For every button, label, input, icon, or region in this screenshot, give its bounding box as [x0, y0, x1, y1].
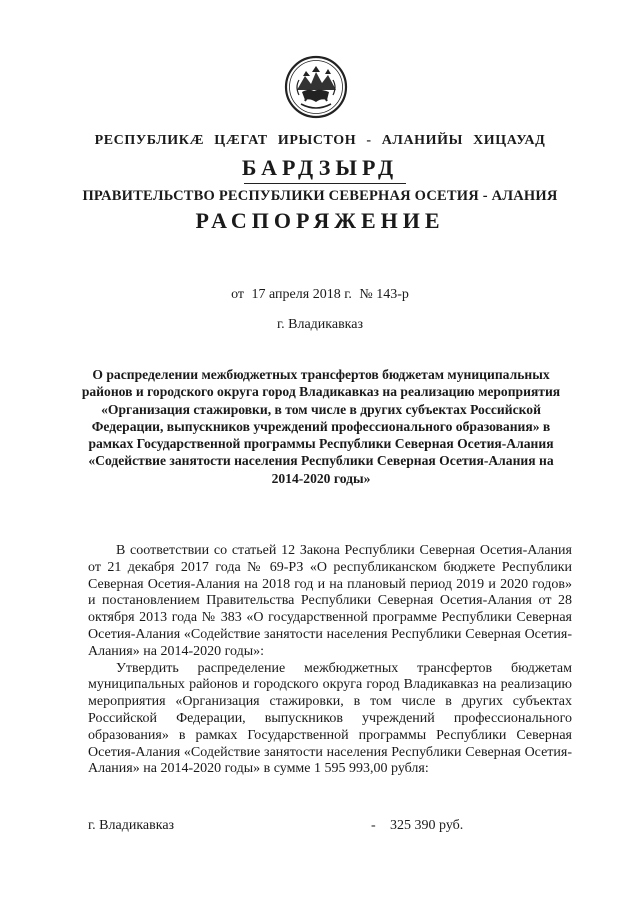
document-date-line — [0, 287, 640, 303]
document-city: г. Владикавказ — [276, 317, 364, 332]
allocation-dash: - — [371, 818, 376, 833]
body-paragraph: Утвердить распределение межбюджетных трансфертов бюджетам муниципальных районов и городского округа город Владикавказ на реализацию мероприятия «Организация стажировки, в том числе в других субъектах Российской Федерации, выпускников учреждений профессионального образования» в рамках Государственной программы Республики Северная Осетия-Алания «Содействие занятости населения Республики Северная Осетия-Алания» на 2014-2020 годы» в сумме 1 595 993,00 рубля: — [88, 660, 572, 777]
russian-government-title: ПРАВИТЕЛЬСТВО РЕСПУБЛИКИ СЕВЕРНАЯ ОСЕТИЯ - АЛАНИЯ — [82, 188, 558, 204]
document-number: № 143-р — [359, 287, 409, 302]
document-subject: О распределении межбюджетных трансфертов бюджетам муниципальных районов и городского округа город Владикавказ на реализацию мероприятия «Организация стажировки, в том числе в других субъектах Российской Федерации, выпускников учреждений профессионального образования» в рамках Государственной программы Республики Северная Осетия-Алания «Содействие занятости населения Республики Северная Осетия-Алания на 2014-2020 годы» — [81, 367, 561, 486]
russian-document-type: РАСПОРЯЖЕНИЕ — [195, 208, 445, 233]
date-prefix: от — [231, 287, 245, 302]
coat-of-arms-icon — [283, 54, 349, 120]
ossetian-document-type: БАРДЗЫРД — [241, 155, 399, 180]
document-date: 17 апреля 2018 г. — [251, 287, 352, 302]
allocation-amount: 325 390 руб. — [390, 818, 464, 833]
ossetian-republic-title: РЕСПУБЛИКÆ ЦÆГАТ ИРЫСТОН - АЛАНИЙЫ ХИЦАУАД — [94, 133, 546, 148]
allocation-recipient: г. Владикавказ — [88, 818, 175, 833]
document-body — [88, 543, 572, 778]
header-divider — [244, 183, 406, 184]
body-paragraph: В соответствии со статьей 12 Закона Республики Северная Осетия-Алания от 21 декабря 2017 года № 69-РЗ «О республиканском бюджете Республики Северная Осетия-Алания на 2018 год и на плановый период 2019 и 2020 годов» и постановлением Правительства Республики Северная Осетия-Алания от 28 октября 2013 года № 383 «О государственной программе Республики Северная Осетия-Алания «Содействие занятости населения Республики Северная Осетия-Алания» на 2014-2020 годы»: — [88, 543, 572, 659]
allocation-row — [88, 818, 572, 836]
